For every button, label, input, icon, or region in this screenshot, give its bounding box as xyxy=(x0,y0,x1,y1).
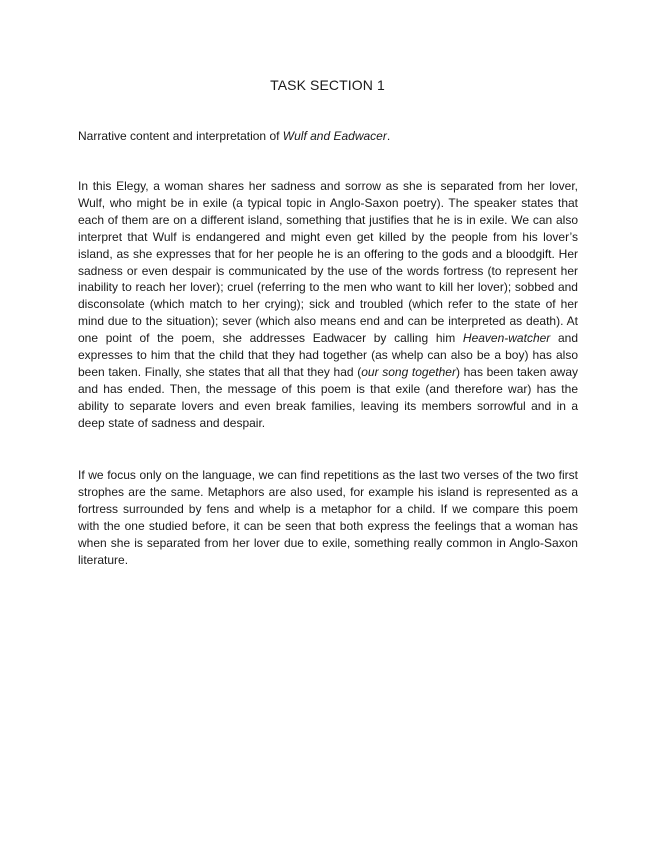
body-paragraph-2: If we focus only on the language, we can find repetitions as the last two verses of the two first strophes are the same. Metaphors are also used, for example his island is represented as a fortress surrounded by fens and whelp is a metaphor for a child. If we compare this poem with the one studied before, it can be seen that both express the feelings that a woman has when she is separated from her lover due to exile, something really common in Anglo-Saxon literature. xyxy=(78,468,578,567)
paragraph-1-text-part-3: ) has been taken away and has ended. Then, the message of this poem is that exile (and therefore war) has the ability to separate lovers and even break families, leaving its members sorrowful and in a deep state of sadness and despair. xyxy=(78,364,579,430)
paragraph-1-text-part-1: In this Elegy, a woman shares her sadness and sorrow as she is separated from her lover, Wulf, who might be in exile (a typical topic in Anglo-Saxon poetry). The speaker states that each of them are on a different island, something that justifies that he is in exile. We can also interpret that Wulf is endangered and might even get killed by the people from his lover’s island, as she expresses that for her people he is an offering to the gods and a bloodgift. Her sadness or even despair is communicated by the use of the words fortress (to represent her inability to reach her lover); cruel (referring to the men who want to kill her lover); sobbed and disconsolate (which match to her crying); sick and troubled (which refer to the state of her mind due to the situation); sever (which also means end and can be interpreted as death). At one point of the poem, she addresses Eadwacer by calling him xyxy=(78,179,578,346)
subtitle-prefix: Narrative content and interpretation of xyxy=(78,129,283,143)
work-title: Wulf and Eadwacer xyxy=(282,129,387,143)
subtitle-suffix: . xyxy=(386,129,391,143)
body-paragraph-1 xyxy=(78,178,578,432)
page-title: TASK SECTION 1 xyxy=(270,77,385,93)
paragraph-1-text-part-2: and expresses to him that the child that they had together (as whelp can also be a boy) has also been taken. Finally, she states that all that they had ( xyxy=(78,331,579,379)
section-subtitle xyxy=(78,128,578,145)
paragraph-1-emphasis-2: our song together xyxy=(361,364,456,379)
paragraph-1-emphasis-1: Heaven-watcher xyxy=(462,331,551,346)
